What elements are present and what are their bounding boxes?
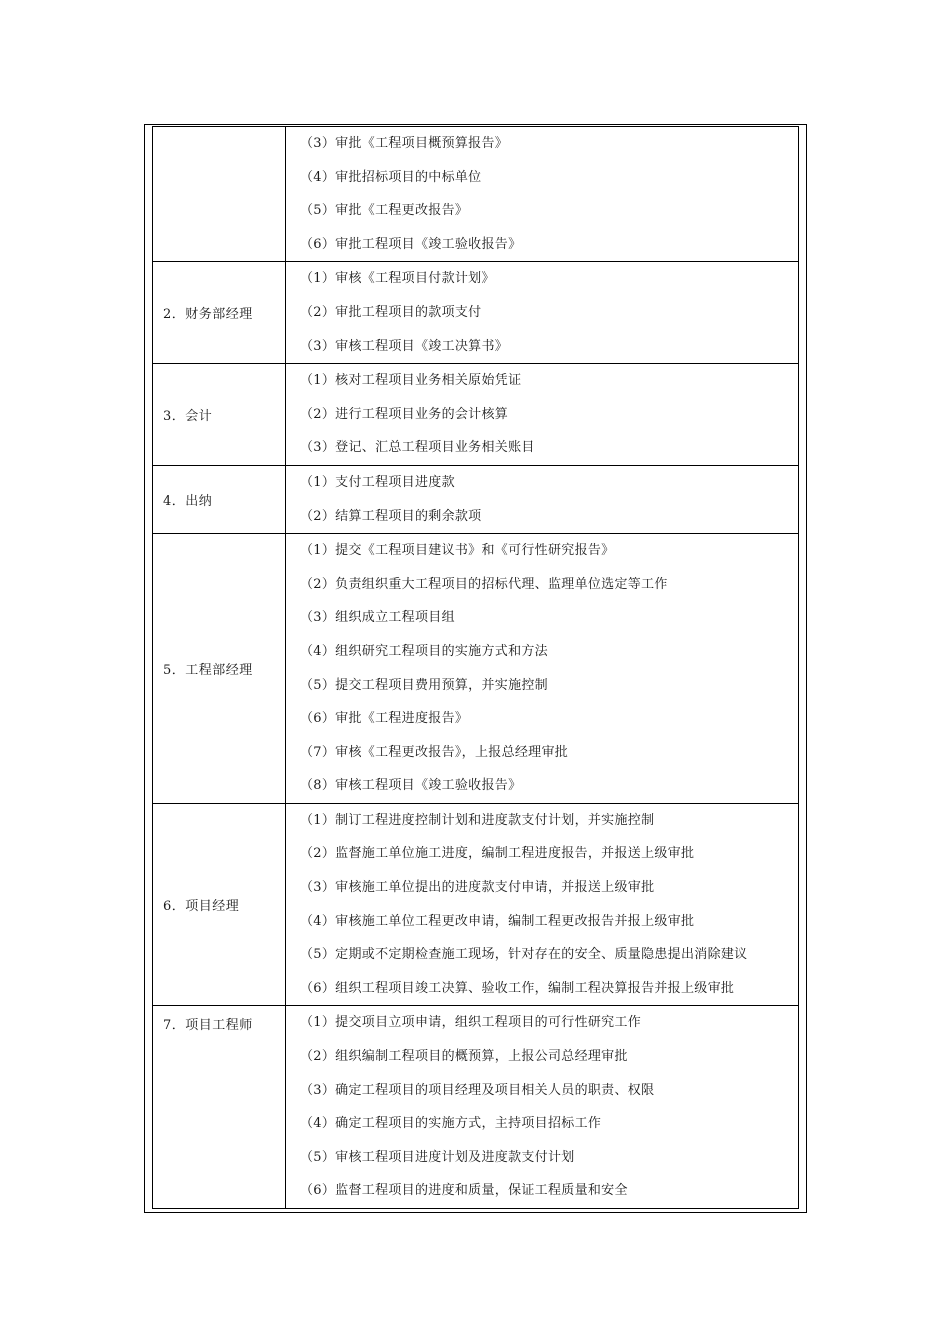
role-cell: 3．会计 xyxy=(153,364,286,466)
duties-cell xyxy=(286,534,799,804)
duty-item: （5）审核工程项目进度计划及进度款支付计划 xyxy=(300,1149,575,1165)
duty-item: （5）提交工程项目费用预算，并实施控制 xyxy=(300,677,548,693)
duties-list xyxy=(300,262,798,363)
duties-cell xyxy=(286,127,799,262)
role-cell: 4．出纳 xyxy=(153,465,286,533)
duty-item: （6）组织工程项目竣工决算、验收工作，编制工程决算报告并报上级审批 xyxy=(300,980,735,996)
role-cell: 6．项目经理 xyxy=(153,803,286,1006)
duty-item: （5）审批《工程更改报告》 xyxy=(300,203,469,219)
duties-list xyxy=(300,466,798,533)
role-cell: 2．财务部经理 xyxy=(153,262,286,364)
duty-item: （2）审批工程项目的款项支付 xyxy=(300,304,482,320)
table-row xyxy=(153,364,799,466)
duties-cell xyxy=(286,803,799,1006)
duties-cell xyxy=(286,1006,799,1209)
duties-list xyxy=(300,804,798,1006)
duty-item: （2）监督施工单位施工进度，编制工程进度报告，并报送上级审批 xyxy=(300,846,695,862)
table-row xyxy=(153,1006,799,1209)
duty-item: （4）确定工程项目的实施方式，主持项目招标工作 xyxy=(300,1116,602,1132)
duties-list xyxy=(300,364,798,465)
table-row xyxy=(153,803,799,1006)
duty-item: （4）审批招标项目的中标单位 xyxy=(300,169,482,185)
duty-item: （3）确定工程项目的项目经理及项目相关人员的职责、权限 xyxy=(300,1082,655,1098)
duty-item: （7）审核《工程更改报告》，上报总经理审批 xyxy=(300,744,569,760)
duty-item: （5）定期或不定期检查施工现场，针对存在的安全、质量隐患提出消除建议 xyxy=(300,947,748,963)
duty-item: （6）审批《工程进度报告》 xyxy=(300,711,469,727)
duty-item: （8）审核工程项目《竣工验收报告》 xyxy=(300,778,522,794)
table-body xyxy=(153,127,799,1209)
duty-item: （6）审批工程项目《竣工验收报告》 xyxy=(300,236,522,252)
duty-item: （1）审核《工程项目付款计划》 xyxy=(300,271,495,287)
duty-item: （4）审核施工单位工程更改申请，编制工程更改报告并报上级审批 xyxy=(300,913,695,929)
duty-item: （4）组织研究工程项目的实施方式和方法 xyxy=(300,643,548,659)
role-cell xyxy=(153,127,286,262)
duties-cell xyxy=(286,465,799,533)
duty-item: （6）监督工程项目的进度和质量，保证工程质量和安全 xyxy=(300,1183,628,1199)
duty-item: （3）审核施工单位提出的进度款支付申请，并报送上级审批 xyxy=(300,880,655,896)
duty-item: （3）组织成立工程项目组 xyxy=(300,610,455,626)
duty-item: （3）登记、汇总工程项目业务相关账目 xyxy=(300,440,535,456)
duty-item: （3）审核工程项目《竣工决算书》 xyxy=(300,338,509,354)
table-row xyxy=(153,262,799,364)
duties-cell xyxy=(286,364,799,466)
duty-item: （1）提交项目立项申请，组织工程项目的可行性研究工作 xyxy=(300,1015,642,1031)
role-cell: 5．工程部经理 xyxy=(153,534,286,804)
duty-item: （2）组织编制工程项目的概预算，上报公司总经理审批 xyxy=(300,1049,628,1065)
duty-item: （1）支付工程项目进度款 xyxy=(300,474,455,490)
duty-item: （1）核对工程项目业务相关原始凭证 xyxy=(300,373,522,389)
table-row xyxy=(153,465,799,533)
duties-list xyxy=(300,127,798,261)
duty-item: （2）结算工程项目的剩余款项 xyxy=(300,508,482,524)
duty-item: （2）负责组织重大工程项目的招标代理、监理单位选定等工作 xyxy=(300,576,668,592)
responsibility-table xyxy=(152,126,799,1209)
duty-item: （3）审批《工程项目概预算报告》 xyxy=(300,136,509,151)
role-cell: 7．项目工程师 xyxy=(153,1006,286,1209)
duties-list xyxy=(300,534,798,803)
duty-item: （2）进行工程项目业务的会计核算 xyxy=(300,406,509,422)
duties-list xyxy=(300,1006,798,1208)
duties-cell xyxy=(286,262,799,364)
duty-item: （1）提交《工程项目建议书》和《可行性研究报告》 xyxy=(300,543,615,559)
table-row xyxy=(153,534,799,804)
duty-item: （1）制订工程进度控制计划和进度款支付计划，并实施控制 xyxy=(300,812,655,828)
table-row xyxy=(153,127,799,262)
